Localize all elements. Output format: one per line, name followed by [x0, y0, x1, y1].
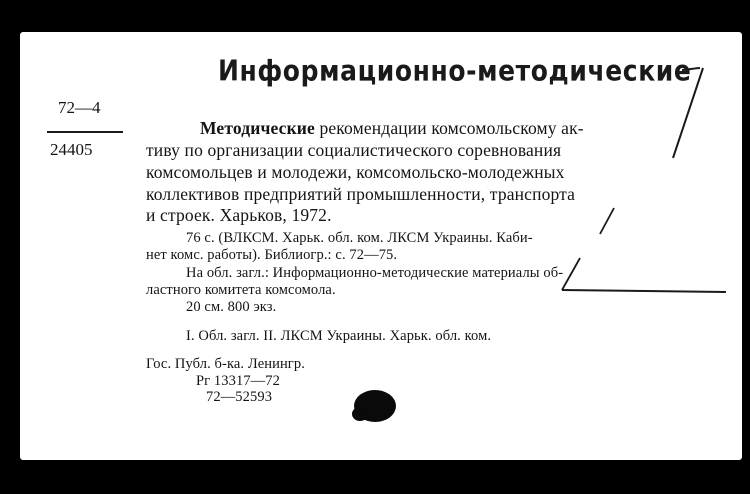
- slash-mark-upper: [673, 68, 703, 158]
- note-line-1: На обл. загл.: Информационно-методические материалы об-: [186, 265, 564, 281]
- title-line-3: комсомольцев и молодежи, комсомольско-молодежных: [146, 162, 565, 182]
- collation-line-1: 76 с. (ВЛКСМ. Харьк. обл. ком. ЛКСМ Украины. Каби-: [186, 230, 533, 246]
- slash-mark-small: [600, 208, 614, 234]
- call-number-top: 72—4: [58, 98, 101, 117]
- title-line-5: и строек. Харьков, 1972.: [146, 205, 332, 225]
- slash-mark-lower: [562, 258, 580, 290]
- note-line-2: ластного комитета комсомола.: [146, 282, 336, 298]
- underline-mark: [562, 290, 726, 292]
- size-and-print-run: 20 см. 800 экз.: [186, 299, 277, 315]
- handwritten-marks: [20, 32, 742, 460]
- card-number: 72—52593: [206, 389, 273, 405]
- collation-line-2: нет комс. работы). Библиогр.: с. 72—75.: [146, 247, 398, 263]
- registration-number: Рг 13317—72: [196, 373, 280, 389]
- library-name: Гос. Публ. б-ка. Ленингр.: [146, 356, 305, 372]
- title-line-1-rest: рекомендации комсомольскому ак-: [314, 118, 584, 138]
- title-line-2: тиву по организации социалистического соревнования: [146, 140, 562, 160]
- tracings: I. Обл. загл. II. ЛКСМ Украины. Харьк. обл. ком.: [186, 328, 492, 344]
- call-number-bottom: 24405: [50, 140, 93, 159]
- title-line-4: коллективов предприятий промышленности, транспорта: [146, 184, 576, 204]
- handwritten-heading: Информационно-методические: [218, 54, 692, 88]
- catalog-card: [20, 32, 742, 460]
- heading-end-mark: [682, 68, 700, 70]
- title-bold-word: Методические: [200, 118, 315, 138]
- ink-blot-edge: [352, 407, 368, 421]
